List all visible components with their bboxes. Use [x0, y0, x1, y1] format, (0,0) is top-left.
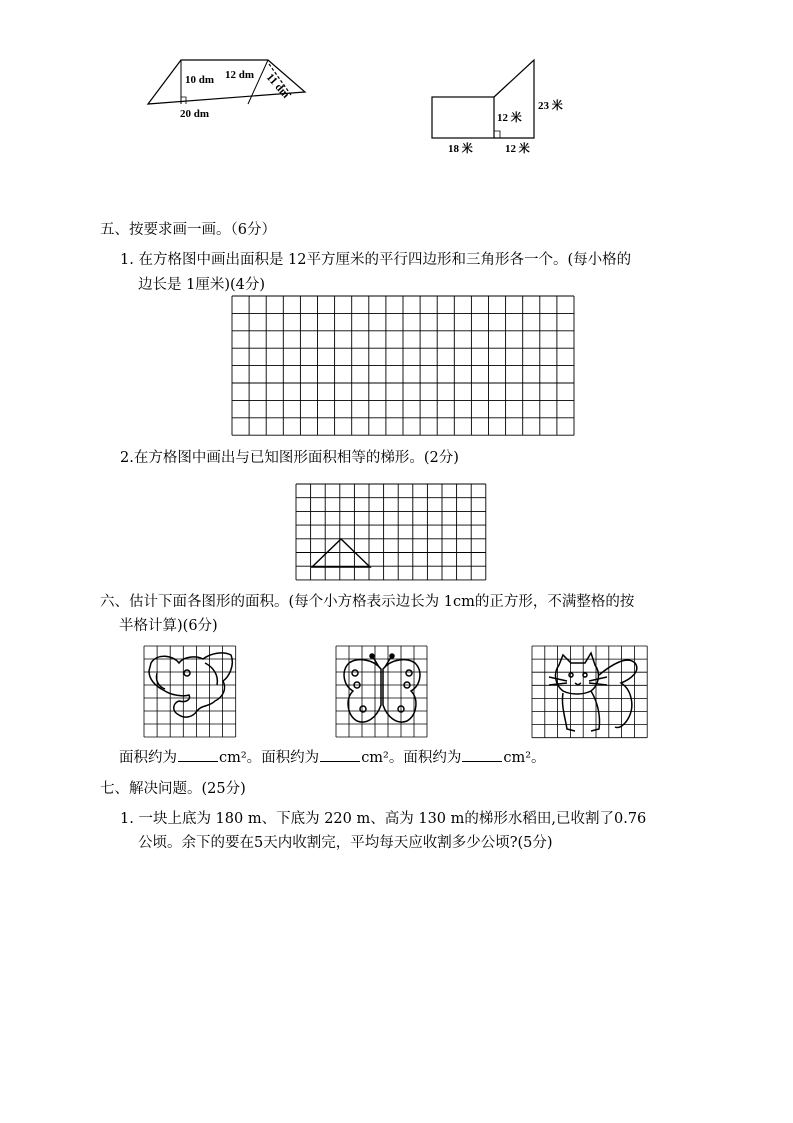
section6-answer-line	[119, 748, 546, 768]
trap-dim-label: 11 dm	[263, 71, 292, 101]
elephant-grid	[143, 645, 238, 738]
section6-title-line1: 六、估计下面各图形的面积。(每个小方格表示边长为 1cm的正方形，不满整格的按	[100, 594, 635, 610]
given-triangle	[312, 539, 370, 567]
answer-unit-1: cm²。	[219, 750, 262, 766]
comp-right-height-label: 23 米	[538, 100, 563, 112]
comp-mid-height-label: 12 米	[497, 112, 522, 124]
trapezoid-figure	[140, 55, 315, 125]
section5-q1-line1: 1. 在方格图中画出面积是 12平方厘米的平行四边形和三角形各一个。(每小格的	[120, 252, 632, 268]
answer-prefix-1: 面积约为	[119, 750, 177, 766]
comp-left-width-label: 18 米	[448, 143, 473, 155]
section6-title-line2: 半格计算)(6分)	[119, 618, 218, 634]
cat-grid	[531, 645, 649, 740]
trap-slant-label: 12 dm	[225, 69, 255, 81]
comp-right-width-label: 12 米	[505, 143, 530, 155]
trap-base-label: 20 dm	[180, 108, 210, 120]
butterfly-grid	[335, 645, 429, 738]
answer-prefix-3: 面积约为	[403, 750, 462, 766]
composite-figure	[425, 55, 575, 155]
grid-q2[interactable]	[295, 483, 490, 581]
answer-unit-2: cm²。	[361, 750, 404, 766]
butterfly-icon	[344, 654, 420, 722]
grid-q1[interactable]	[231, 295, 576, 437]
cat-icon	[549, 653, 637, 731]
section7-title: 七、解决问题。(25分)	[100, 781, 246, 797]
answer-unit-3: cm²。	[503, 750, 546, 766]
section5-q2: 2.在方格图中画出与已知图形面积相等的梯形。(2分)	[120, 450, 459, 466]
section5-q1-line2: 边长是 1厘米)(4分)	[138, 277, 266, 293]
trap-height-label: 10 dm	[185, 74, 215, 86]
answer-blank-2[interactable]	[320, 748, 360, 762]
section7-q1-line1: 1. 一块上底为 180 m、下底为 220 m、高为 130 m的梯形水稻田,已收割了0.76	[120, 811, 647, 827]
section5-title: 五、按要求画一画。（6分）	[100, 222, 276, 238]
section7-q1-line2: 公顷。余下的要在5天内收割完，平均每天应收割多少公顷?(5分)	[138, 835, 553, 851]
answer-blank-1[interactable]	[178, 748, 218, 762]
answer-blank-3[interactable]	[462, 748, 502, 762]
answer-prefix-2: 面积约为	[261, 750, 320, 766]
